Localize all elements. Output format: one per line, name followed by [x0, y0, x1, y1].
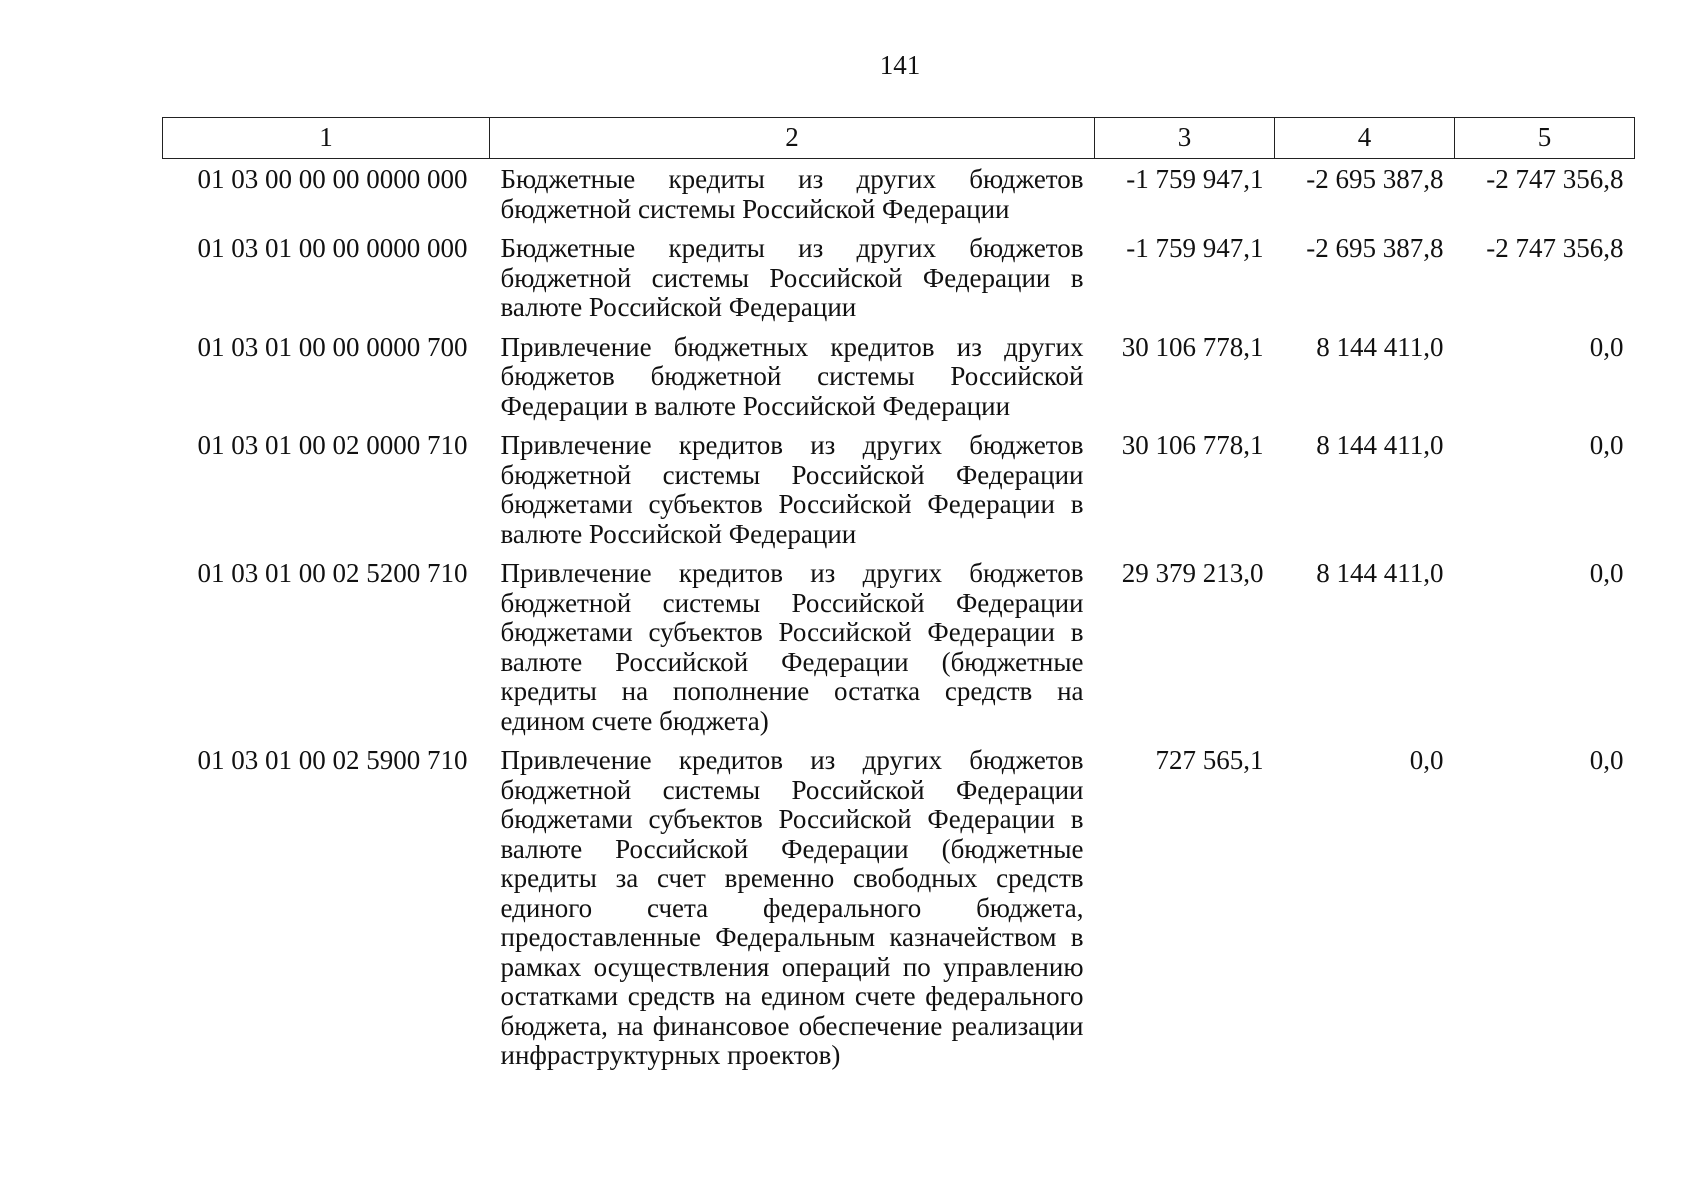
description-cell: Привлечение бюджетных кредитов из других бюджетов бюджетной системы Российской Федерации в валюте Российской Федерации — [500, 331, 1084, 421]
column-header-1: 1 — [163, 118, 490, 159]
table-row — [163, 746, 1635, 1081]
amount-col5-cell: 0,0 — [1589, 558, 1624, 588]
amount-col4-cell: -2 695 387,8 — [1306, 233, 1444, 263]
budget-code-cell: 01 03 01 00 02 0000 710 — [197, 430, 468, 460]
amount-col4-cell: 0,0 — [1409, 745, 1444, 775]
column-header-2: 2 — [490, 118, 1095, 159]
budget-sources-table — [162, 117, 1635, 1081]
budget-code-cell: 01 03 01 00 02 5900 710 — [197, 745, 468, 775]
amount-col5-cell: 0,0 — [1589, 430, 1624, 460]
amount-col3-cell: 29 379 213,0 — [1121, 558, 1264, 588]
description-cell: Бюджетные кредиты из других бюджетов бюджетной системы Российской Федерации в валюте Российской Федерации — [500, 233, 1084, 322]
amount-col3-cell: -1 759 947,1 — [1126, 164, 1264, 194]
amount-col5-cell: 0,0 — [1589, 331, 1624, 362]
table-header-row — [163, 118, 1635, 159]
budget-code-cell: 01 03 01 00 00 0000 000 — [197, 233, 468, 263]
description-cell: Привлечение кредитов из других бюджетов бюджетной системы Российской Федерации бюджетами субъектов Российской Федерации в валюте Российской Федерации (бюджетные кредиты на пополнение остатка средств на едином счете бюджета) — [500, 558, 1084, 736]
amount-col3-cell: -1 759 947,1 — [1126, 233, 1264, 263]
column-header-5: 5 — [1455, 118, 1635, 159]
column-header-3: 3 — [1095, 118, 1275, 159]
page-number: 141 — [879, 50, 921, 80]
amount-col5-cell: -2 747 356,8 — [1486, 233, 1624, 263]
amount-col4-cell: 8 144 411,0 — [1316, 430, 1444, 460]
table-row — [163, 234, 1635, 333]
amount-col5-cell: 0,0 — [1589, 745, 1624, 775]
budget-code-cell: 01 03 00 00 00 0000 000 — [197, 164, 468, 194]
table-row — [163, 431, 1635, 559]
table-row — [163, 159, 1635, 235]
amount-col3-cell: 30 106 778,1 — [1121, 331, 1264, 362]
table-row — [163, 333, 1635, 432]
description-cell: Привлечение кредитов из других бюджетов бюджетной системы Российской Федерации бюджетами субъектов Российской Федерации в валюте Российской Федерации (бюджетные кредиты за счет временно свободных средств единого счета федерального бюджета, предоставленные Федеральным казначейством в рамках осуществления операций по управлению остатками средств на едином счете федерального бюджета, на финансовое обеспечение реализации инфраструктурных проектов) — [500, 745, 1084, 1070]
description-cell: Привлечение кредитов из других бюджетов бюджетной системы Российской Федерации бюджетами субъектов Российской Федерации в валюте Российской Федерации — [500, 430, 1084, 549]
amount-col4-cell: 8 144 411,0 — [1316, 331, 1444, 362]
budget-code-cell: 01 03 01 00 00 0000 700 — [197, 331, 468, 362]
amount-col4-cell: -2 695 387,8 — [1306, 164, 1444, 194]
amount-col5-cell: -2 747 356,8 — [1486, 164, 1624, 194]
column-header-4: 4 — [1275, 118, 1455, 159]
amount-col3-cell: 727 565,1 — [1155, 745, 1264, 775]
amount-col3-cell: 30 106 778,1 — [1121, 430, 1264, 460]
description-cell: Бюджетные кредиты из других бюджетов бюджетной системы Российской Федерации — [500, 164, 1084, 224]
budget-code-cell: 01 03 01 00 02 5200 710 — [197, 558, 468, 588]
table-row — [163, 559, 1635, 746]
amount-col4-cell: 8 144 411,0 — [1316, 558, 1444, 588]
